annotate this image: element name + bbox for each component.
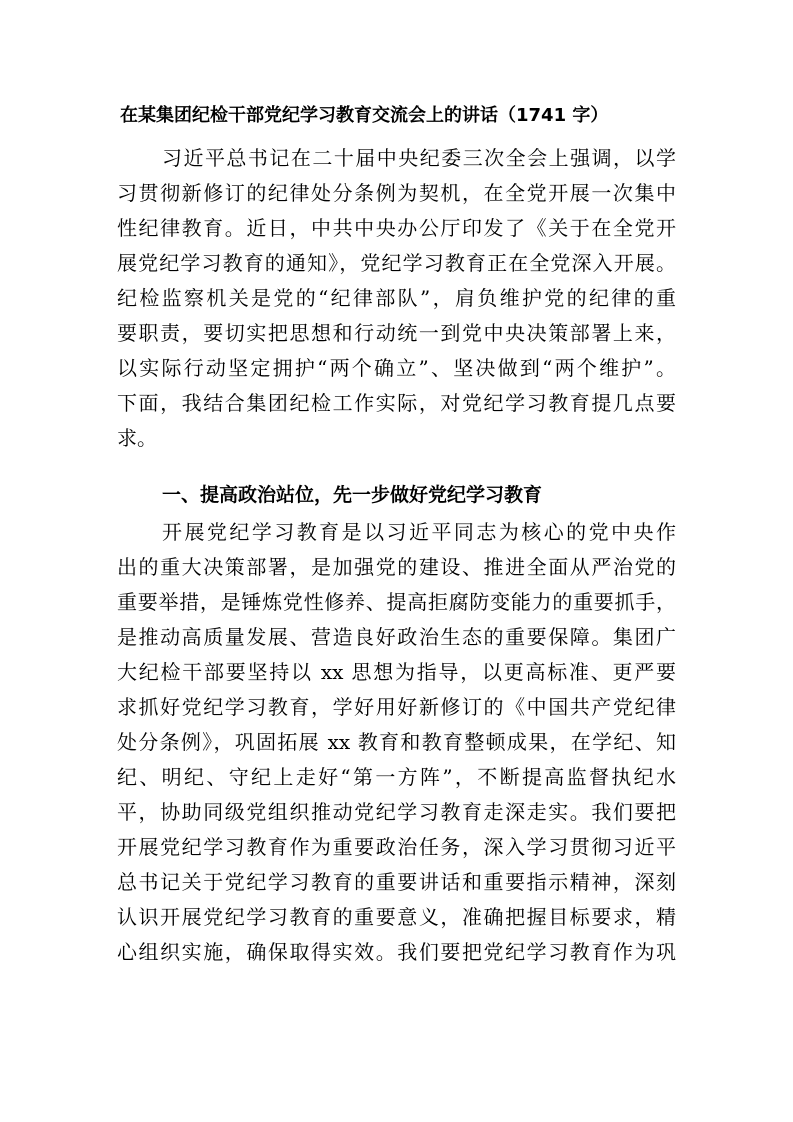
paragraph-line: 展党纪学习教育的通知》，党纪学习教育正在全党深入开展。 <box>117 251 676 275</box>
paragraph-line: 认识开展党纪学习教育的重要意义，准确把握目标要求，精 <box>117 905 676 929</box>
paragraph-line: 心组织实施，确保取得实效。我们要把党纪学习教育作为巩 <box>117 940 676 964</box>
paragraph-line: 下面，我结合集团纪检工作实际，对党纪学习教育提几点要 <box>117 391 676 415</box>
paragraph-line: 平，协助同级党组织推动党纪学习教育走深走实。我们要把 <box>117 800 676 824</box>
paragraph-line: 大纪检干部要坚持以 xx 思想为指导，以更高标准、更严要 <box>117 660 676 684</box>
paragraph-line: 处分条例》，巩固拓展 xx 教育和教育整顿成果，在学纪、知 <box>117 730 676 754</box>
paragraph-line: 出的重大决策部署，是加强党的建设、推进全面从严治党的 <box>117 555 676 579</box>
paragraph-line: 求。 <box>117 426 157 450</box>
paragraph-line: 纪检监察机关是党的“纪律部队”，肩负维护党的纪律的重 <box>117 286 676 310</box>
paragraph-line: 习近平总书记在二十届中央纪委三次全会上强调，以学 <box>162 146 676 170</box>
document-title: 在某集团纪检干部党纪学习教育交流会上的讲话（1741 字） <box>120 105 609 126</box>
section-heading: 一、提高政治站位，先一步做好党纪学习教育 <box>162 484 543 506</box>
paragraph-line: 性纪律教育。近日，中共中央办公厅印发了《关于在全党开 <box>117 216 676 240</box>
paragraph-line: 总书记关于党纪学习教育的重要讲话和重要指示精神，深刻 <box>117 870 676 894</box>
paragraph-line: 是推动高质量发展、营造良好政治生态的重要保障。集团广 <box>117 625 676 649</box>
paragraph-line: 开展党纪学习教育作为重要政治任务，深入学习贯彻习近平 <box>117 835 676 859</box>
paragraph-line: 开展党纪学习教育是以习近平同志为核心的党中央作 <box>162 520 676 544</box>
paragraph-line: 习贯彻新修订的纪律处分条例为契机，在全党开展一次集中 <box>117 181 676 205</box>
paragraph-line: 重要举措，是锤炼党性修养、提高拒腐防变能力的重要抓手， <box>117 590 676 614</box>
paragraph-line: 以实际行动坚定拥护“两个确立”、坚决做到“两个维护”。 <box>117 356 676 380</box>
paragraph-line: 求抓好党纪学习教育，学好用好新修订的《中国共产党纪律 <box>117 695 676 719</box>
paragraph-line: 要职责，要切实把思想和行动统一到党中央决策部署上来， <box>117 321 676 345</box>
paragraph-line: 纪、明纪、守纪上走好“第一方阵”，不断提高监督执纪水 <box>117 765 676 789</box>
